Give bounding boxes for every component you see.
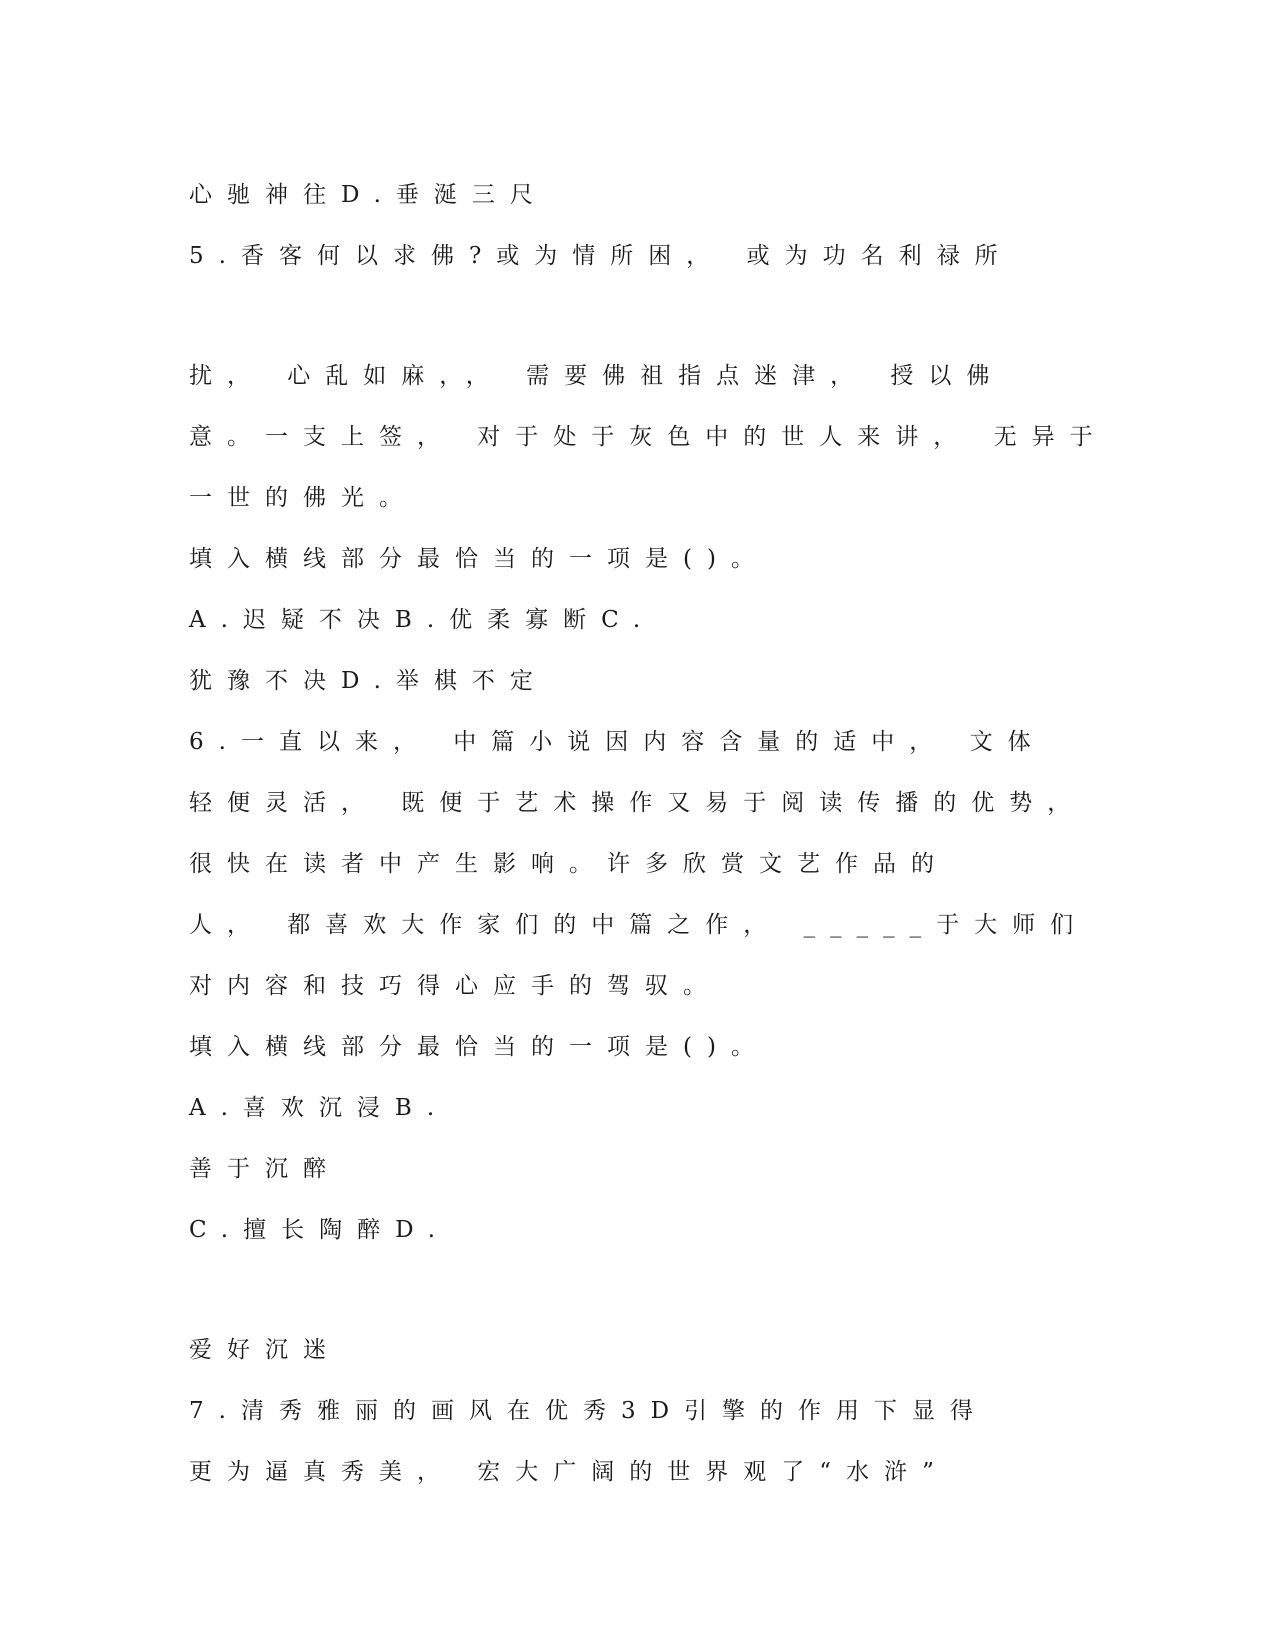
- text-line: 更为逼真秀美， 宏大广阔的世界观了“水浒”: [189, 1459, 949, 1485]
- question-7-line: 7.清秀雅丽的画风在优秀3D引擎的作用下显得: [189, 1398, 989, 1424]
- answer-options: C.擅长陶醉D.: [189, 1217, 451, 1243]
- text-line: 扰， 心乱如麻，， 需要佛祖指点迷津， 授以佛: [189, 363, 1005, 389]
- answer-options: A.迟疑不决B.优柔寡断C.: [189, 607, 656, 633]
- text-line: 一世的佛光。: [189, 485, 417, 511]
- question-6-line: 6.一直以来， 中篇小说因内容含量的适中， 文体: [189, 729, 1046, 755]
- answer-options: 善于沉醉: [189, 1156, 341, 1182]
- question-prompt: 填入横线部分最恰当的一项是()。: [189, 1034, 769, 1060]
- text-line: 对内容和技巧得心应手的驾驭。: [189, 973, 721, 999]
- answer-options: 爱好沉迷: [189, 1337, 341, 1363]
- answer-options: 犹豫不决D.举棋不定: [189, 668, 548, 694]
- text-line: 意。一支上签， 对于处于灰色中的世人来讲， 无异于: [189, 424, 1108, 450]
- question-5-line: 5.香客何以求佛?或为情所困， 或为功名利禄所: [189, 243, 1013, 269]
- text-line: 轻便灵活， 既便于艺术操作又易于阅读传播的优势，: [189, 790, 1086, 816]
- question-prompt: 填入横线部分最恰当的一项是()。: [189, 546, 769, 572]
- text-line: 很快在读者中产生影响。许多欣赏文艺作品的: [189, 851, 949, 877]
- answer-options: A.喜欢沉浸B.: [189, 1095, 450, 1121]
- text-line: 心驰神往D.垂涎三尺: [189, 182, 548, 208]
- text-line: 人， 都喜欢大作家们的中篇之作， _____于大师们: [189, 912, 1089, 938]
